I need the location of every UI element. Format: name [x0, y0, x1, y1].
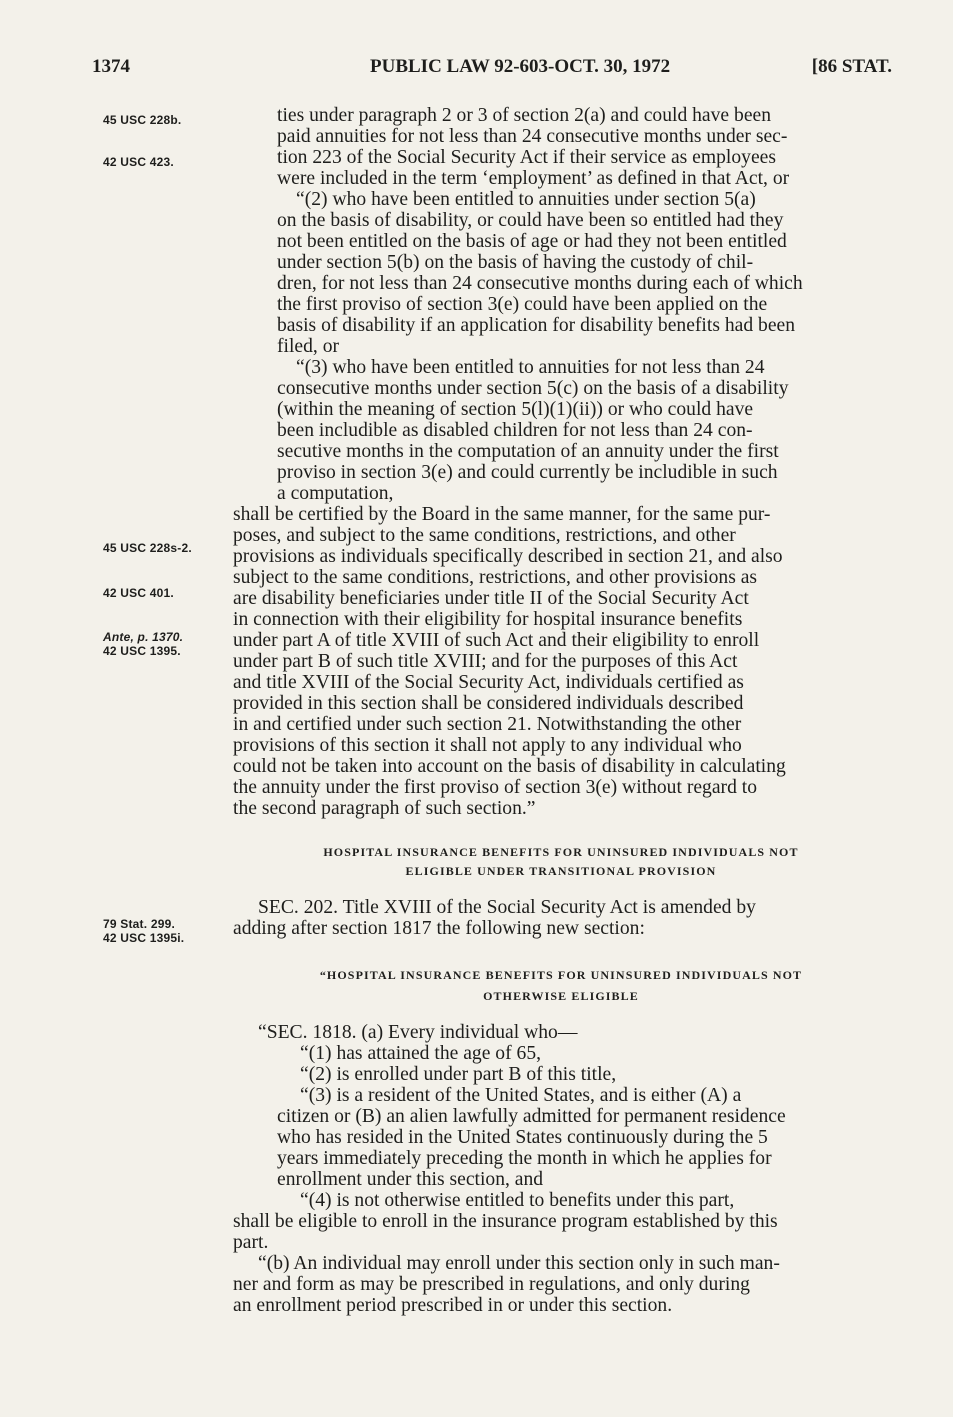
text-line: consecutive months under section 5(c) on the basis of a disability — [277, 378, 789, 399]
text-line: tion 223 of the Social Security Act if their service as employees — [277, 147, 776, 168]
text-line: provisions as individuals specifically described in section 21, and also — [233, 546, 783, 567]
text-line: “(1) has attained the age of 65, — [300, 1043, 542, 1064]
text-line: “(b) An individual may enroll under this section only in such man- — [258, 1253, 780, 1274]
page-number: 1374 — [92, 56, 130, 77]
text-line: shall be certified by the Board in the same manner, for the same pur- — [233, 504, 771, 525]
text-line: provided in this section shall be considered individuals described — [233, 693, 744, 714]
text-line: under part B of such title XVIII; and for the purposes of this Act — [233, 651, 738, 672]
running-title: PUBLIC LAW 92-603-OCT. 30, 1972 — [370, 56, 671, 77]
margin-note: 42 USC 423. — [103, 155, 174, 169]
text-line: and title XVIII of the Social Security Act, individuals certified as — [233, 672, 744, 693]
text-line: filed, or — [277, 336, 340, 357]
page-header — [92, 56, 892, 86]
text-line: under part A of title XVIII of such Act and their eligibility to enroll — [233, 630, 760, 651]
statute-volume: [86 STAT. — [811, 56, 892, 77]
text-line: proviso in section 3(e) and could currently be includible in such — [277, 462, 778, 483]
text-line: enrollment under this section, and — [277, 1169, 544, 1190]
margin-note: Ante, p. 1370. 42 USC 1395. — [103, 630, 184, 658]
text-line: subject to the same conditions, restrictions, and other provisions as — [233, 567, 758, 588]
margin-note: 45 USC 228s-2. — [103, 541, 192, 555]
text-line: paid annuities for not less than 24 consecutive months under sec- — [277, 126, 788, 147]
text-line: “SEC. 1818. (a) Every individual who— — [258, 1022, 578, 1043]
section-heading: “HOSPITAL INSURANCE BENEFITS FOR UNINSURED INDIVIDUALS NOT — [319, 968, 803, 982]
text-line: were included in the term ‘employment’ as defined in that Act, or — [277, 168, 790, 189]
text-line: not been entitled on the basis of age or had they not been entitled — [277, 231, 787, 252]
text-line: the second paragraph of such section.” — [233, 798, 536, 819]
text-line: provisions of this section it shall not apply to any individual who — [233, 735, 742, 756]
text-line: basis of disability if an application for disability benefits had been — [277, 315, 796, 336]
text-line: been includible as disabled children for not less than 24 con- — [277, 420, 753, 441]
margin-note: 79 Stat. 299. 42 USC 1395i. — [103, 917, 185, 945]
text-line: under section 5(b) on the basis of having the custody of chil- — [277, 252, 754, 273]
text-line: an enrollment period prescribed in or under this section. — [233, 1295, 673, 1316]
text-line: secutive months in the computation of an annuity under the first — [277, 441, 779, 462]
text-line: (within the meaning of section 5(l)(1)(ii)) or who could have — [277, 399, 754, 420]
text-line: dren, for not less than 24 consecutive months during each of which — [277, 273, 803, 294]
text-line: “(2) is enrolled under part B of this title, — [300, 1064, 617, 1085]
text-line: are disability beneficiaries under title II of the Social Security Act — [233, 588, 749, 609]
text-line: poses, and subject to the same conditions, restrictions, and other — [233, 525, 736, 546]
text-line: a computation, — [277, 483, 394, 504]
margin-note: 42 USC 401. — [103, 586, 174, 600]
text-line: SEC. 202. Title XVIII of the Social Security Act is amended by — [258, 897, 756, 918]
text-line: in connection with their eligibility for hospital insurance benefits — [233, 609, 743, 630]
text-line: on the basis of disability, or could have been so entitled had they — [277, 210, 784, 231]
text-line: the first proviso of section 3(e) could have been applied on the — [277, 294, 768, 315]
text-line: shall be eligible to enroll in the insurance program established by this — [233, 1211, 778, 1232]
text-line: could not be taken into account on the basis of disability in calculating — [233, 756, 786, 777]
text-line: adding after section 1817 the following new section: — [233, 918, 645, 939]
text-line: who has resided in the United States continuously during the 5 — [277, 1127, 768, 1148]
text-line: “(4) is not otherwise entitled to benefits under this part, — [300, 1190, 735, 1211]
text-line: “(2) who have been entitled to annuities under section 5(a) — [296, 189, 756, 210]
section-heading: OTHERWISE ELIGIBLE — [483, 989, 639, 1003]
text-line: years immediately preceding the month in which he applies for — [277, 1148, 772, 1169]
text-line: ner and form as may be prescribed in regulations, and only during — [233, 1274, 750, 1295]
text-line: “(3) who have been entitled to annuities for not less than 24 — [296, 357, 765, 378]
text-line: in and certified under such section 21. Notwithstanding the other — [233, 714, 742, 735]
margin-note: 45 USC 228b. — [103, 113, 182, 127]
section-heading: HOSPITAL INSURANCE BENEFITS FOR UNINSURED INDIVIDUALS NOT — [323, 845, 799, 859]
text-line: the annuity under the first proviso of section 3(e) without regard to — [233, 777, 757, 798]
text-line: ties under paragraph 2 or 3 of section 2(a) and could have been — [277, 105, 772, 126]
text-line: “(3) is a resident of the United States, and is either (A) a — [300, 1085, 742, 1106]
text-line: part. — [233, 1232, 269, 1253]
text-line: citizen or (B) an alien lawfully admitted for permanent residence — [277, 1106, 786, 1127]
section-heading: ELIGIBLE UNDER TRANSITIONAL PROVISION — [405, 864, 717, 878]
